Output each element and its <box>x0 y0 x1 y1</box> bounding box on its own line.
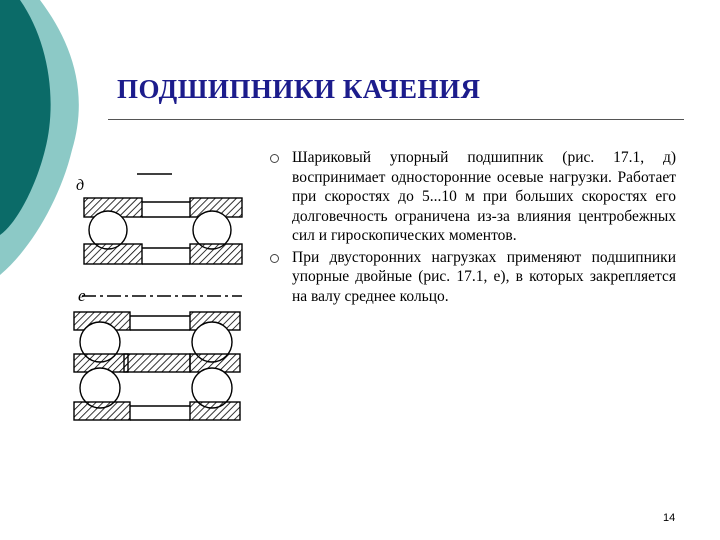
bullet-text-1: Шариковый упорный подшипник (рис. 17.1, д) воспринимает односторонние осевые нагрузки. Работает при скоростях до 5...10 м при больших скоростях его долговечность ограничена из-за влияния центробежных сил и гироскопических моментов. <box>292 149 676 244</box>
figure-label-e: е <box>78 286 86 305</box>
title-divider <box>108 119 684 120</box>
bullet-circle-icon <box>270 154 279 163</box>
page-number: 14 <box>663 512 676 524</box>
bearing-figure <box>62 160 252 430</box>
bullet-circle-icon <box>270 254 279 263</box>
bullet-item-1 <box>268 148 676 246</box>
bullet-text-2: При двусторонних нагрузках применяют подшипники упорные двойные (рис. 17.1, е), в которых закрепляется на валу среднее кольцо. <box>292 248 676 305</box>
bullet-item-2 <box>268 248 676 307</box>
figure-label-d: д <box>76 177 85 194</box>
bullet-list <box>268 148 676 308</box>
slide-title: ПОДШИПНИКИ КАЧЕНИЯ <box>117 74 481 104</box>
